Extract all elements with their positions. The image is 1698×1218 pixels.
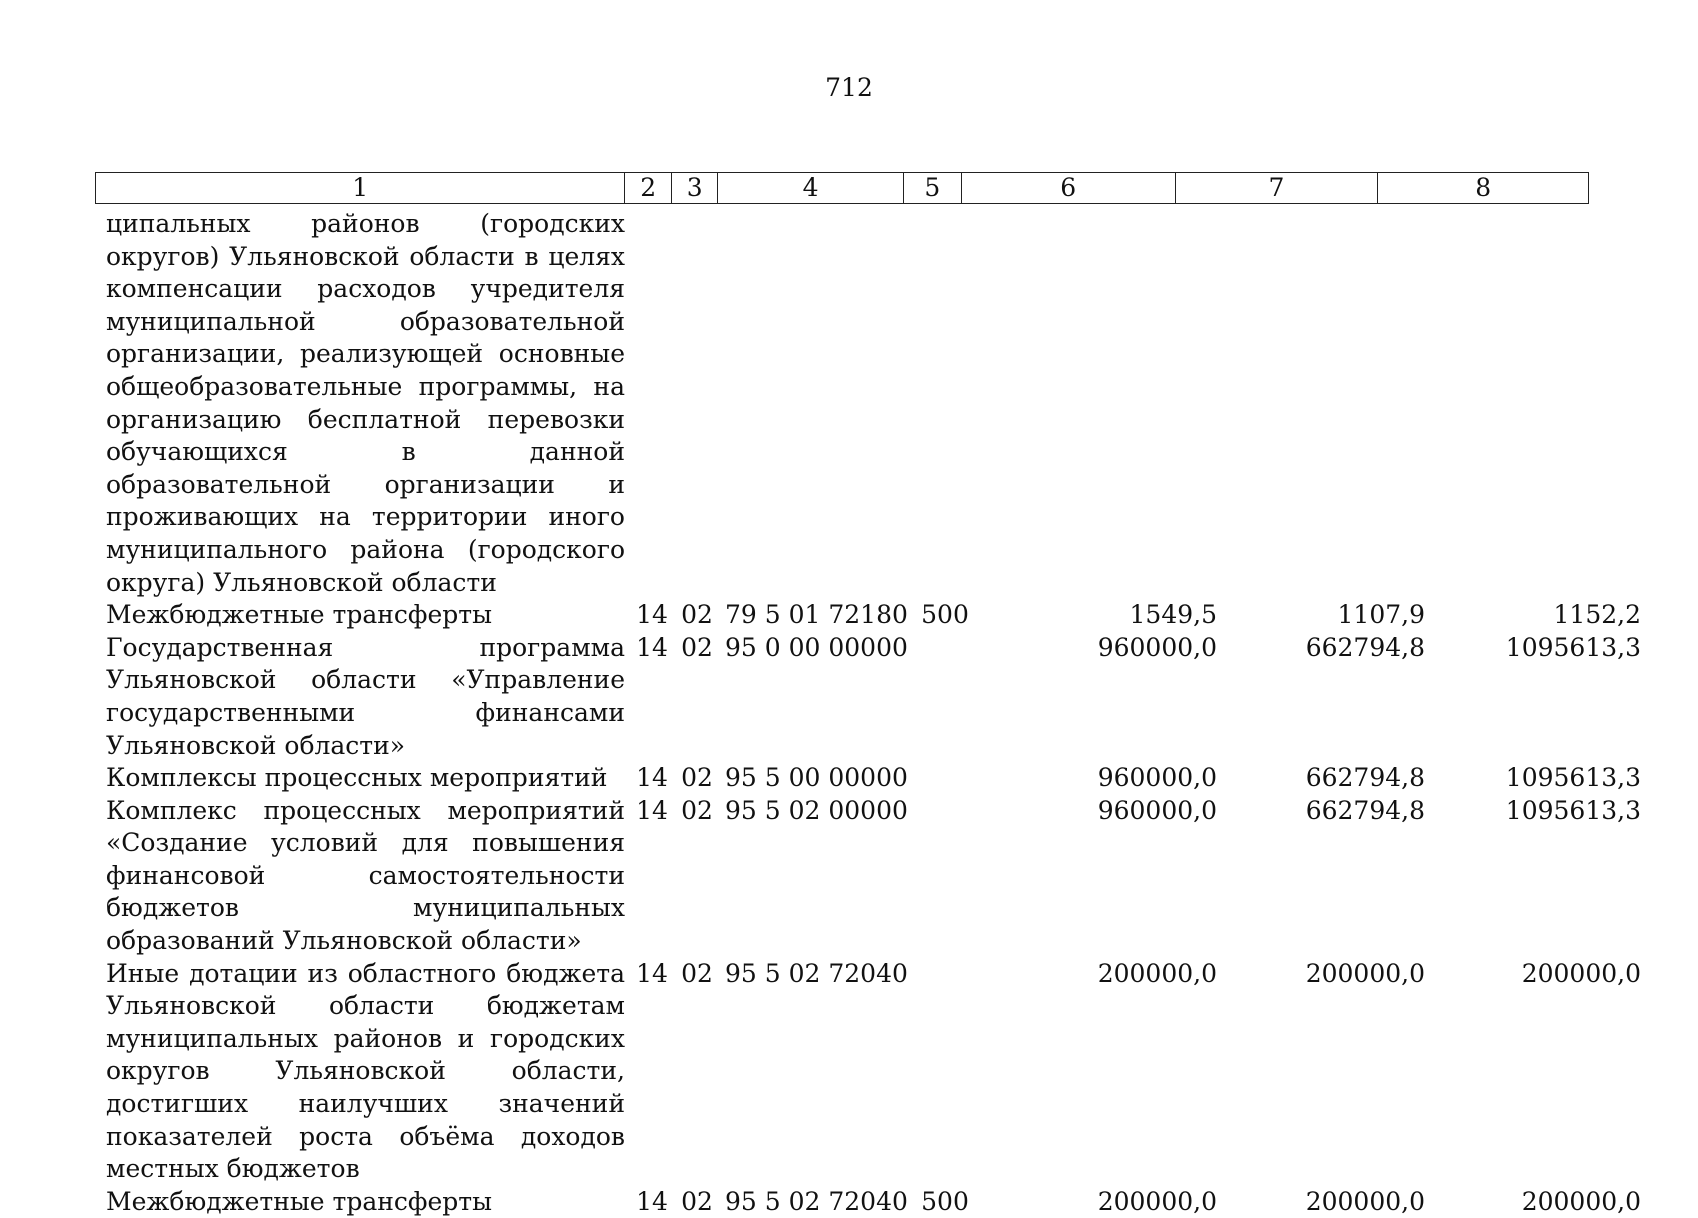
table-row — [95, 1186, 1641, 1218]
row-value-8: 1095613,3 — [1505, 632, 1641, 662]
row-value-8: 200000,0 — [1521, 958, 1641, 988]
row-description: Иные дотации из областного бюджета Ульяновской области бюджетам муниципальных районов и городских округов Ульяновской области, достигших наилучших значений показателей роста объёма доходов местных бюджетов — [106, 958, 625, 1184]
row-section: 14 — [636, 1186, 668, 1216]
table-row — [95, 632, 1641, 762]
row-value-8: 1152,2 — [1553, 600, 1641, 630]
row-subsection: 02 — [681, 632, 713, 662]
row-value-6: 960000,0 — [1097, 632, 1217, 662]
row-value-7: 662794,8 — [1305, 795, 1425, 825]
row-description: Государственная программа Ульяновской области «Управление государственными финансами Ульяновской области» — [106, 632, 625, 760]
table-row — [95, 958, 1641, 1186]
row-section: 14 — [636, 958, 668, 988]
row-description: Межбюджетные трансферты — [106, 1186, 493, 1216]
row-value-8: 200000,0 — [1521, 1186, 1641, 1216]
row-type: 500 — [921, 1186, 969, 1216]
header-col-4: 4 — [718, 173, 904, 203]
row-code: 79 5 01 72180 — [725, 600, 908, 630]
row-section: 14 — [636, 600, 668, 630]
header-col-8: 8 — [1475, 173, 1492, 202]
row-description: Комплексы процессных мероприятий — [106, 763, 608, 793]
table-row — [95, 762, 1641, 795]
row-description: Межбюджетные трансферты — [106, 600, 493, 630]
table-header — [95, 172, 1589, 204]
row-value-6: 200000,0 — [1097, 1186, 1217, 1216]
row-value-8: 1095613,3 — [1505, 763, 1641, 793]
header-col-3: 3 — [672, 173, 718, 203]
row-subsection: 02 — [681, 763, 713, 793]
row-description: Комплекс процессных мероприятий «Создание условий для повышения финансовой самостоятельности бюджетов муниципальных образований Ульяновской области» — [106, 795, 625, 956]
row-subsection: 02 — [681, 1186, 713, 1216]
row-code: 95 5 02 00000 — [725, 795, 908, 825]
header-col-5: 5 — [904, 173, 962, 203]
row-value-6: 960000,0 — [1097, 795, 1217, 825]
row-value-7: 1107,9 — [1337, 600, 1425, 630]
row-value-6: 1549,5 — [1129, 600, 1217, 630]
row-description: ципальных районов (городских округов) Ульяновской области в целях компенсации расходов учредителя муниципальной образовательной организации, реализующей основные общеобразовательные программы, на организацию бесплатной перевозки обучающихся в данной образовательной организации и проживающих на территории иного муниципального района (городского округа) Ульяновской области — [106, 209, 625, 597]
row-section: 14 — [636, 632, 668, 662]
row-section: 14 — [636, 795, 668, 825]
table-row — [95, 208, 1589, 599]
row-value-6: 960000,0 — [1097, 763, 1217, 793]
row-value-8: 1095613,3 — [1505, 795, 1641, 825]
header-col-6: 6 — [962, 173, 1176, 203]
row-value-7: 662794,8 — [1305, 632, 1425, 662]
row-subsection: 02 — [681, 958, 713, 988]
header-col-7: 7 — [1176, 173, 1379, 203]
header-col-2: 2 — [625, 173, 672, 203]
row-type: 500 — [921, 600, 969, 630]
row-code: 95 5 00 00000 — [725, 763, 908, 793]
table-body — [95, 208, 1641, 1218]
page-number: 712 — [825, 73, 873, 102]
row-value-7: 662794,8 — [1305, 763, 1425, 793]
row-code: 95 5 02 72040 — [725, 958, 908, 988]
row-section: 14 — [636, 763, 668, 793]
row-value-6: 200000,0 — [1097, 958, 1217, 988]
row-code: 95 0 00 00000 — [725, 632, 908, 662]
row-code: 95 5 02 72040 — [725, 1186, 908, 1216]
header-col-1: 1 — [96, 173, 625, 203]
row-subsection: 02 — [681, 600, 713, 630]
table-row — [95, 599, 1641, 632]
table-row — [95, 795, 1641, 958]
row-value-7: 200000,0 — [1305, 1186, 1425, 1216]
row-value-7: 200000,0 — [1305, 958, 1425, 988]
row-subsection: 02 — [681, 795, 713, 825]
